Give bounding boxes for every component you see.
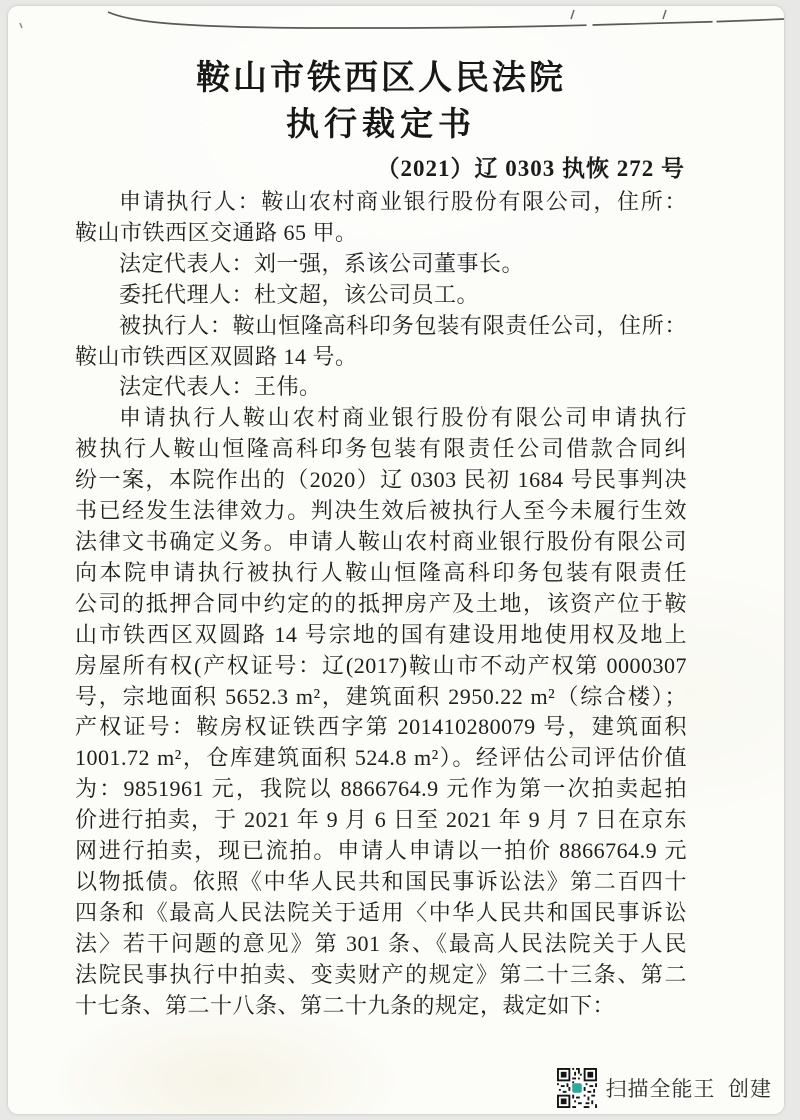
camscanner-watermark [557, 1068, 773, 1108]
body-line: 山市铁西区双圆路 14 号宗地的国有建设用地使用权及地上 [75, 621, 687, 647]
body-line: 纷一案，本院作出的（2020）辽 0303 民初 1684 号民事判决 [75, 467, 687, 493]
watermark-text: 扫描全能王 创建 [605, 1077, 772, 1101]
body-line: 为：9851961 元，我院以 8866764.9 元作为第一次拍卖起拍 [75, 776, 687, 802]
body-line: 号，宗地面积 5652.3 m²，建筑面积 2950.22 m²（综合楼）； [75, 683, 687, 709]
document-title: 执行裁定书 [286, 107, 476, 143]
document-page [8, 6, 784, 1114]
body-line: 房屋所有权(产权证号：辽(2017)鞍山市不动产权第 0000307 [75, 652, 687, 678]
body-line: 鞍山市铁西区交通路 65 甲。 [75, 219, 358, 245]
body-line: 鞍山市铁西区双圆路 14 号。 [75, 343, 358, 369]
body-line: 法定代表人：刘一强，系该公司董事长。 [119, 250, 525, 276]
body-line: 四条和《最高人民法院关于适用〈中华人民共和国民事诉讼 [75, 899, 687, 925]
body-line: 向本院申请执行被执行人鞍山恒隆高科印务包装有限责任 [75, 559, 687, 585]
case-number: （2021）辽 0303 执恢 272 号 [376, 156, 685, 181]
body-line: 1001.72 m²，仓库建筑面积 524.8 m²）。经评估公司评估价值 [75, 745, 687, 771]
body-line: 申请执行人鞍山农村商业银行股份有限公司申请执行 [119, 405, 687, 431]
body-line: 书已经发生法律效力。判决生效后被执行人至今未履行生效 [75, 498, 687, 524]
document-body [75, 187, 687, 1021]
body-line: 公司的抵押合同中约定的的抵押房产及土地，该资产位于鞍 [75, 590, 687, 616]
body-line: 法定代表人：王伟。 [119, 374, 322, 400]
body-line: 法律文书确定义务。申请人鞍山农村商业银行股份有限公司 [75, 528, 687, 554]
body-line: 被执行人：鞍山恒隆高科印务包装有限责任公司，住所： [119, 312, 687, 338]
body-line: 网进行拍卖，现已流拍。申请人申请以一拍价 8866764.9 元 [75, 838, 687, 864]
camscanner-logo-mark [572, 1083, 582, 1093]
body-line: 被执行人鞍山恒隆高科印务包装有限责任公司借款合同纠 [75, 436, 687, 462]
body-line: 法院民事执行中拍卖、变卖财产的规定》第二十三条、第二 [75, 961, 687, 987]
body-line: 价进行拍卖，于 2021 年 9 月 6 日至 2021 年 9 月 7 日在京东 [75, 807, 687, 833]
court-name: 鞍山市铁西区人民法院 [196, 60, 566, 97]
body-line: 法〉若干问题的意见》第 301 条、《最高人民法院关于人民 [75, 930, 687, 956]
qr-code-icon [557, 1068, 597, 1108]
body-line: 委托代理人：杜文超，该公司员工。 [119, 281, 480, 307]
body-line: 十七条、第二十八条、第二十九条的规定，裁定如下： [75, 992, 616, 1018]
body-line: 产权证号：鞍房权证铁西字第 201410280079 号，建筑面积 [75, 714, 687, 740]
body-line: 申请执行人：鞍山农村商业银行股份有限公司，住所： [119, 189, 687, 214]
body-line: 以物抵债。依照《中华人民共和国民事诉讼法》第二百四十 [75, 868, 687, 894]
document-content [75, 6, 687, 1021]
